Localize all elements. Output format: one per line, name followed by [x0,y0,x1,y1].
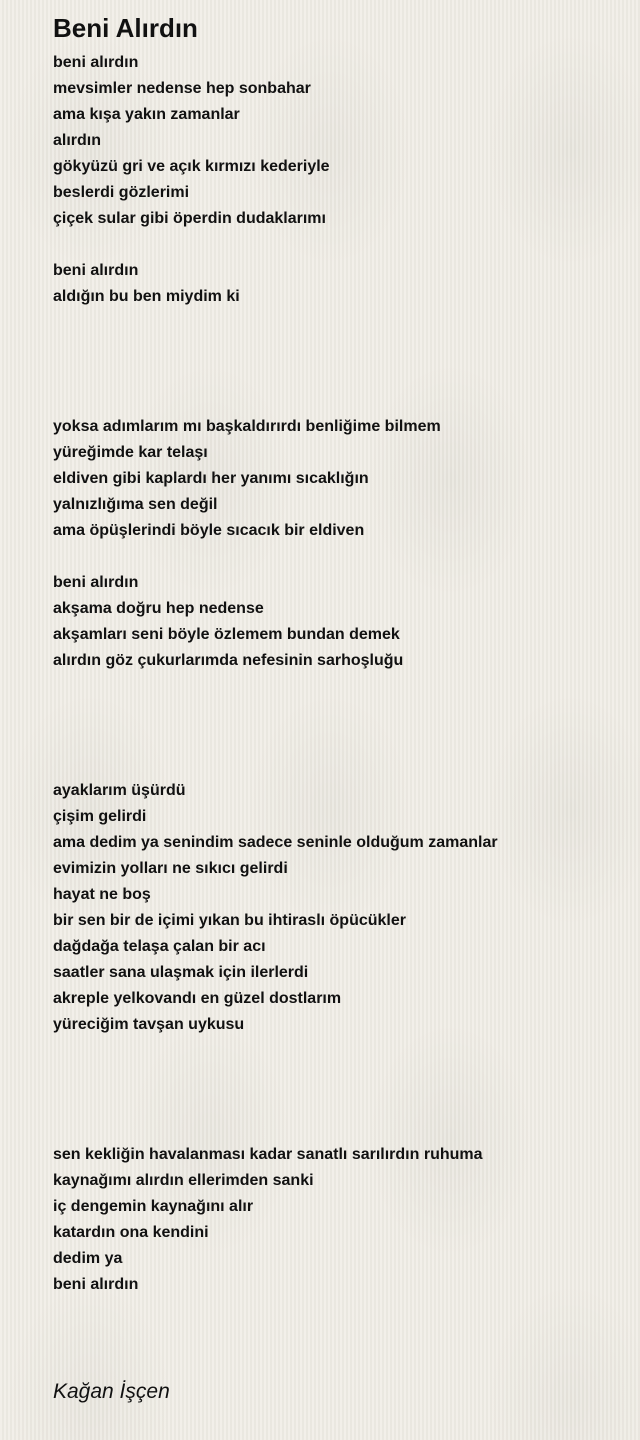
poem-line: yüreciğim tavşan uykusu [53,1016,245,1033]
stanza-6 [53,1142,623,1298]
poem-line: aldığın bu ben miydim ki [53,288,240,305]
poem-line: yalnızlığıma sen değil [53,496,218,513]
poem-line: evimizin yolları ne sıkıcı gelirdi [53,860,288,877]
poem-line: saatler sana ulaşmak için ilerlerdi [53,964,309,981]
poem-line: mevsimler nedense hep sonbahar [53,80,311,97]
poem-line: kaynağımı alırdın ellerimden sanki [53,1172,314,1189]
poem-line: çişim gelirdi [53,808,147,825]
poem-line: katardın ona kendini [53,1224,209,1241]
stanza-2 [53,258,623,310]
stanza-gap [53,544,623,570]
poem-line: akşama doğru hep nedense [53,600,264,617]
poem-page [53,12,623,1298]
poem-line: ama öpüşlerindi böyle sıcacık bir eldiven [53,522,365,539]
poem-line: iç dengemin kaynağını alır [53,1198,254,1215]
stanza-4 [53,570,623,674]
poem-line: ama dedim ya senindim sadece seninle olduğum zamanlar [53,834,498,851]
section-gap [53,310,623,414]
poem-line: çiçek sular gibi öperdin dudaklarımı [53,210,326,227]
poem-line: dağdağa telaşa çalan bir acı [53,938,266,955]
poem-line: alırdın göz çukurlarımda nefesinin sarhoşluğu [53,652,404,669]
poem-line: beni alırdın [53,574,139,591]
stanza-5 [53,778,623,1038]
poem-line: ayaklarım üşürdü [53,782,186,799]
poem-title: Beni Alırdın [53,13,198,43]
section-gap [53,1038,623,1142]
stanza-3 [53,414,623,544]
poem-line: hayat ne boş [53,886,151,903]
poem-line: beni alırdın [53,54,139,71]
poem-line: alırdın [53,132,102,149]
poem-line: yüreğimde kar telaşı [53,444,208,461]
poem-line: sen kekliğin havalanması kadar sanatlı sarılırdın ruhuma [53,1146,483,1163]
poem-line: bir sen bir de içimi yıkan bu ihtiraslı öpücükler [53,912,406,929]
poem-line: beni alırdın [53,262,139,279]
poem-line: beni alırdın [53,1276,139,1293]
poem-body [53,50,623,1298]
poem-author: Kağan İşçen [53,1380,170,1403]
poem-line: dedim ya [53,1250,123,1267]
poem-line: akşamları seni böyle özlemem bundan demek [53,626,400,643]
poem-line: akreple yelkovandı en güzel dostlarım [53,990,342,1007]
poem-line: eldiven gibi kaplardı her yanımı sıcaklığın [53,470,369,487]
poem-line: beslerdi gözlerimi [53,184,190,201]
stanza-gap [53,232,623,258]
poem-line: gökyüzü gri ve açık kırmızı kederiyle [53,158,330,175]
section-gap [53,674,623,778]
poem-line: ama kışa yakın zamanlar [53,106,240,123]
poem-line: yoksa adımlarım mı başkaldırırdı benliğime bilmem [53,418,441,435]
stanza-1 [53,50,623,232]
